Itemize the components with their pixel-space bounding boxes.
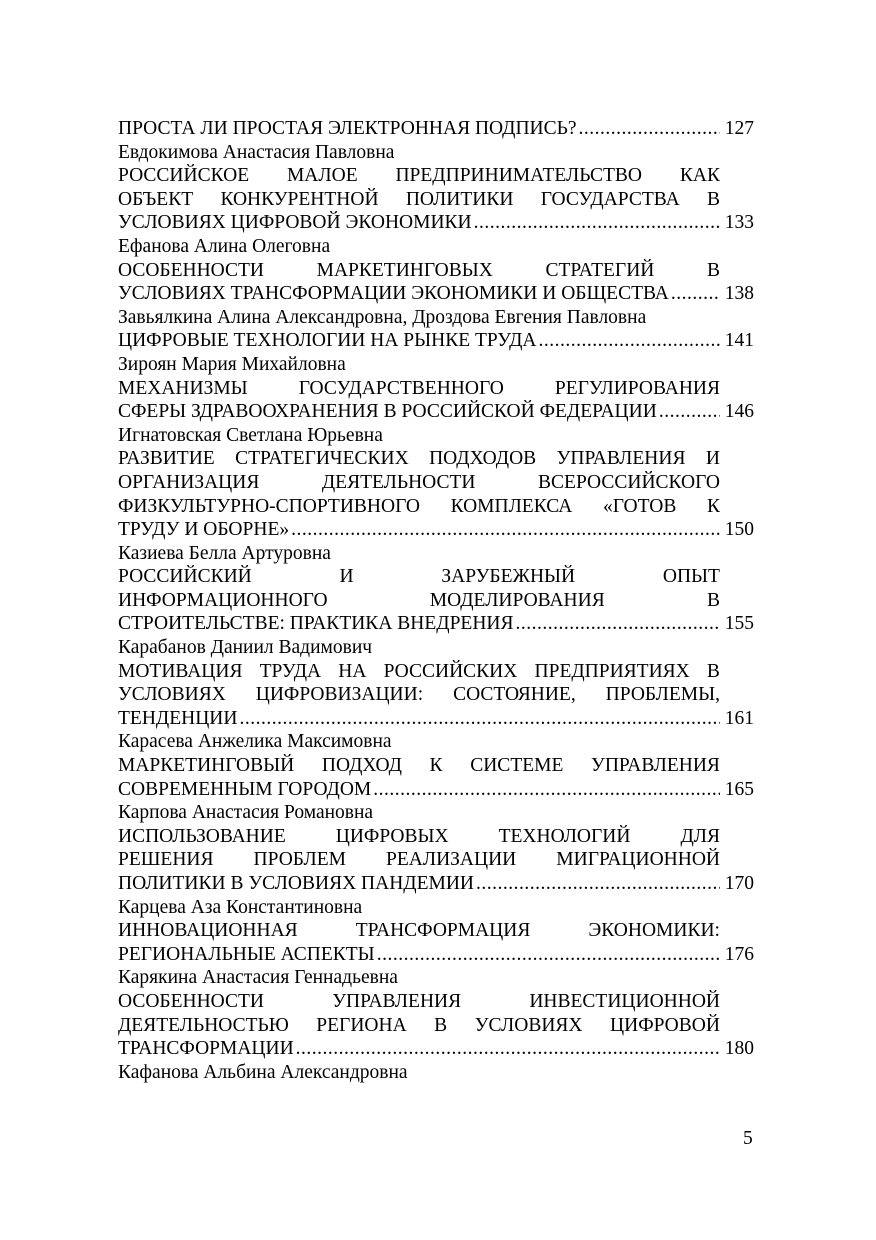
toc-entry xyxy=(118,825,754,919)
toc-title-line xyxy=(118,943,754,967)
toc-title-text: УСЛОВИЯХ ТРАНСФОРМАЦИИ ЭКОНОМИКИ И ОБЩЕСТВА xyxy=(118,283,669,305)
toc-title-line: ОСОБЕННОСТИ УПРАВЛЕНИЯ ИНВЕСТИЦИОННОЙ xyxy=(118,990,720,1012)
toc-title-text: СФЕРЫ ЗДРАВООХРАНЕНИЯ В РОССИЙСКОЙ ФЕДЕРАЦИИ xyxy=(118,401,657,423)
dot-leader xyxy=(539,329,720,353)
toc-title-line: РЕШЕНИЯ ПРОБЛЕМ РЕАЛИЗАЦИИ МИГРАЦИОННОЙ xyxy=(118,849,720,871)
toc-title-text: РЕГИОНАЛЬНЫЕ АСПЕКТЫ xyxy=(118,943,375,965)
toc-author: Евдокимова Анастасия Павловна xyxy=(118,141,395,163)
toc-author: Завьялкина Алина Александровна, Дроздова Евгения Павловна xyxy=(118,306,647,328)
toc-entry xyxy=(118,377,754,448)
toc-title-line: РАЗВИТИЕ СТРАТЕГИЧЕСКИХ ПОДХОДОВ УПРАВЛЕНИЯ И xyxy=(118,448,720,470)
toc-title-line: МОТИВАЦИЯ ТРУДА НА РОССИЙСКИХ ПРЕДПРИЯТИЯХ В xyxy=(118,660,720,682)
toc-page-number: 141 xyxy=(724,330,754,352)
toc-title-line: УСЛОВИЯХ ЦИФРОВИЗАЦИИ: СОСТОЯНИЕ, ПРОБЛЕМЫ, xyxy=(118,684,720,706)
toc-page-number: 127 xyxy=(724,118,754,139)
toc-title-line xyxy=(118,612,754,636)
dot-leader xyxy=(239,707,720,731)
toc-title-line xyxy=(118,400,754,424)
toc-title-line xyxy=(118,707,754,731)
toc-title-line: РОССИЙСКИЙ И ЗАРУБЕЖНЫЙ ОПЫТ xyxy=(118,566,720,588)
toc-title-text: ТЕНДЕНЦИИ xyxy=(118,707,238,729)
toc-title-line: ФИЗКУЛЬТУРНО-СПОРТИВНОГО КОМПЛЕКСА «ГОТОВ К xyxy=(118,495,720,517)
dot-leader xyxy=(476,872,720,896)
page-number: 5 xyxy=(743,1128,753,1149)
toc-title-text: ПОЛИТИКИ В УСЛОВИЯХ ПАНДЕМИИ xyxy=(118,873,474,894)
toc-author: Карякина Анастасия Геннадьевна xyxy=(118,967,398,989)
dot-leader xyxy=(291,518,720,542)
toc-author: Казиева Белла Артуровна xyxy=(118,542,331,564)
toc-title-line: ДЕЯТЕЛЬНОСТЬЮ РЕГИОНА В УСЛОВИЯХ ЦИФРОВОЙ xyxy=(118,1014,720,1036)
toc-entry xyxy=(118,754,754,825)
toc-title-line xyxy=(118,1037,754,1061)
toc-page-number: 165 xyxy=(724,778,754,800)
dot-leader xyxy=(671,282,720,306)
toc-page-number: 146 xyxy=(724,401,754,423)
toc-entry xyxy=(118,117,754,164)
toc-author: Карцева Аза Константиновна xyxy=(118,896,363,918)
toc-page-number: 161 xyxy=(724,707,754,729)
toc-page-number: 138 xyxy=(724,283,754,305)
toc-title-text: СТРОИТЕЛЬСТВЕ: ПРАКТИКА ВНЕДРЕНИЯ xyxy=(118,613,514,635)
toc-title-line xyxy=(118,211,754,235)
table-of-contents xyxy=(118,117,754,1084)
toc-title-text: ЦИФРОВЫЕ ТЕХНОЛОГИИ НА РЫНКЕ ТРУДА xyxy=(118,330,537,352)
toc-title-text: ТРАНСФОРМАЦИИ xyxy=(118,1038,294,1060)
dot-leader xyxy=(474,211,720,235)
dot-leader xyxy=(373,778,720,802)
toc-title-line: ОСОБЕННОСТИ МАРКЕТИНГОВЫХ СТРАТЕГИЙ В xyxy=(118,259,720,281)
toc-entry xyxy=(118,447,754,565)
toc-author: Игнатовская Светлана Юрьевна xyxy=(118,424,383,446)
toc-author: Карабанов Даниил Вадимович xyxy=(118,637,373,659)
toc-title-line xyxy=(118,872,754,896)
toc-page-number: 180 xyxy=(724,1038,754,1060)
toc-title-line: МЕХАНИЗМЫ ГОСУДАРСТВЕННОГО РЕГУЛИРОВАНИЯ xyxy=(118,377,720,399)
dot-leader xyxy=(296,1037,720,1061)
toc-page-number: 133 xyxy=(724,212,754,234)
toc-title-line: РОССИЙСКОЕ МАЛОЕ ПРЕДПРИНИМАТЕЛЬСТВО КАК xyxy=(118,165,720,187)
dot-leader xyxy=(516,612,720,636)
toc-entry xyxy=(118,164,754,258)
toc-title-line: МАРКЕТИНГОВЫЙ ПОДХОД К СИСТЕМЕ УПРАВЛЕНИЯ xyxy=(118,755,720,777)
toc-title-line: ОБЪЕКТ КОНКУРЕНТНОЙ ПОЛИТИКИ ГОСУДАРСТВА В xyxy=(118,188,720,210)
dot-leader xyxy=(659,400,720,424)
toc-title-line: ИСПОЛЬЗОВАНИЕ ЦИФРОВЫХ ТЕХНОЛОГИЙ ДЛЯ xyxy=(118,825,720,847)
toc-author: Ефанова Алина Олеговна xyxy=(118,235,331,257)
toc-title-line xyxy=(118,329,754,353)
toc-entry xyxy=(118,919,754,990)
toc-title-line xyxy=(118,778,754,802)
toc-entry xyxy=(118,990,754,1084)
toc-title-line xyxy=(118,518,754,542)
dot-leader xyxy=(377,943,720,967)
toc-title-text: ПРОСТА ЛИ ПРОСТАЯ ЭЛЕКТРОННАЯ ПОДПИСЬ? xyxy=(118,118,577,139)
toc-entry xyxy=(118,329,754,376)
toc-author: Карпова Анастасия Романовна xyxy=(118,802,374,824)
toc-title-text: ТРУДУ И ОБОРНЕ» xyxy=(118,519,290,541)
toc-entry xyxy=(118,565,754,659)
toc-author: Карасева Анжелика Максимовна xyxy=(118,731,392,753)
toc-title-line: ИНФОРМАЦИОННОГО МОДЕЛИРОВАНИЯ В xyxy=(118,589,720,611)
toc-page-number: 170 xyxy=(724,873,754,894)
toc-title-line: ИННОВАЦИОННАЯ ТРАНСФОРМАЦИЯ ЭКОНОМИКИ: xyxy=(118,920,720,942)
toc-title-text: УСЛОВИЯХ ЦИФРОВОЙ ЭКОНОМИКИ xyxy=(118,212,472,234)
toc-entry xyxy=(118,660,754,754)
toc-author: Зироян Мария Михайловна xyxy=(118,353,346,375)
toc-page-number: 155 xyxy=(724,613,754,635)
toc-page-number: 150 xyxy=(724,519,754,541)
toc-author: Кафанова Альбина Александровна xyxy=(118,1061,408,1083)
toc-title-line xyxy=(118,282,754,306)
toc-title-text: СОВРЕМЕННЫМ ГОРОДОМ xyxy=(118,778,372,800)
toc-entry xyxy=(118,259,754,330)
toc-title-line xyxy=(118,117,754,141)
dot-leader xyxy=(578,117,720,141)
toc-title-line: ОРГАНИЗАЦИЯ ДЕЯТЕЛЬНОСТИ ВСЕРОССИЙСКОГО xyxy=(118,471,720,493)
toc-page-number: 176 xyxy=(724,943,754,965)
